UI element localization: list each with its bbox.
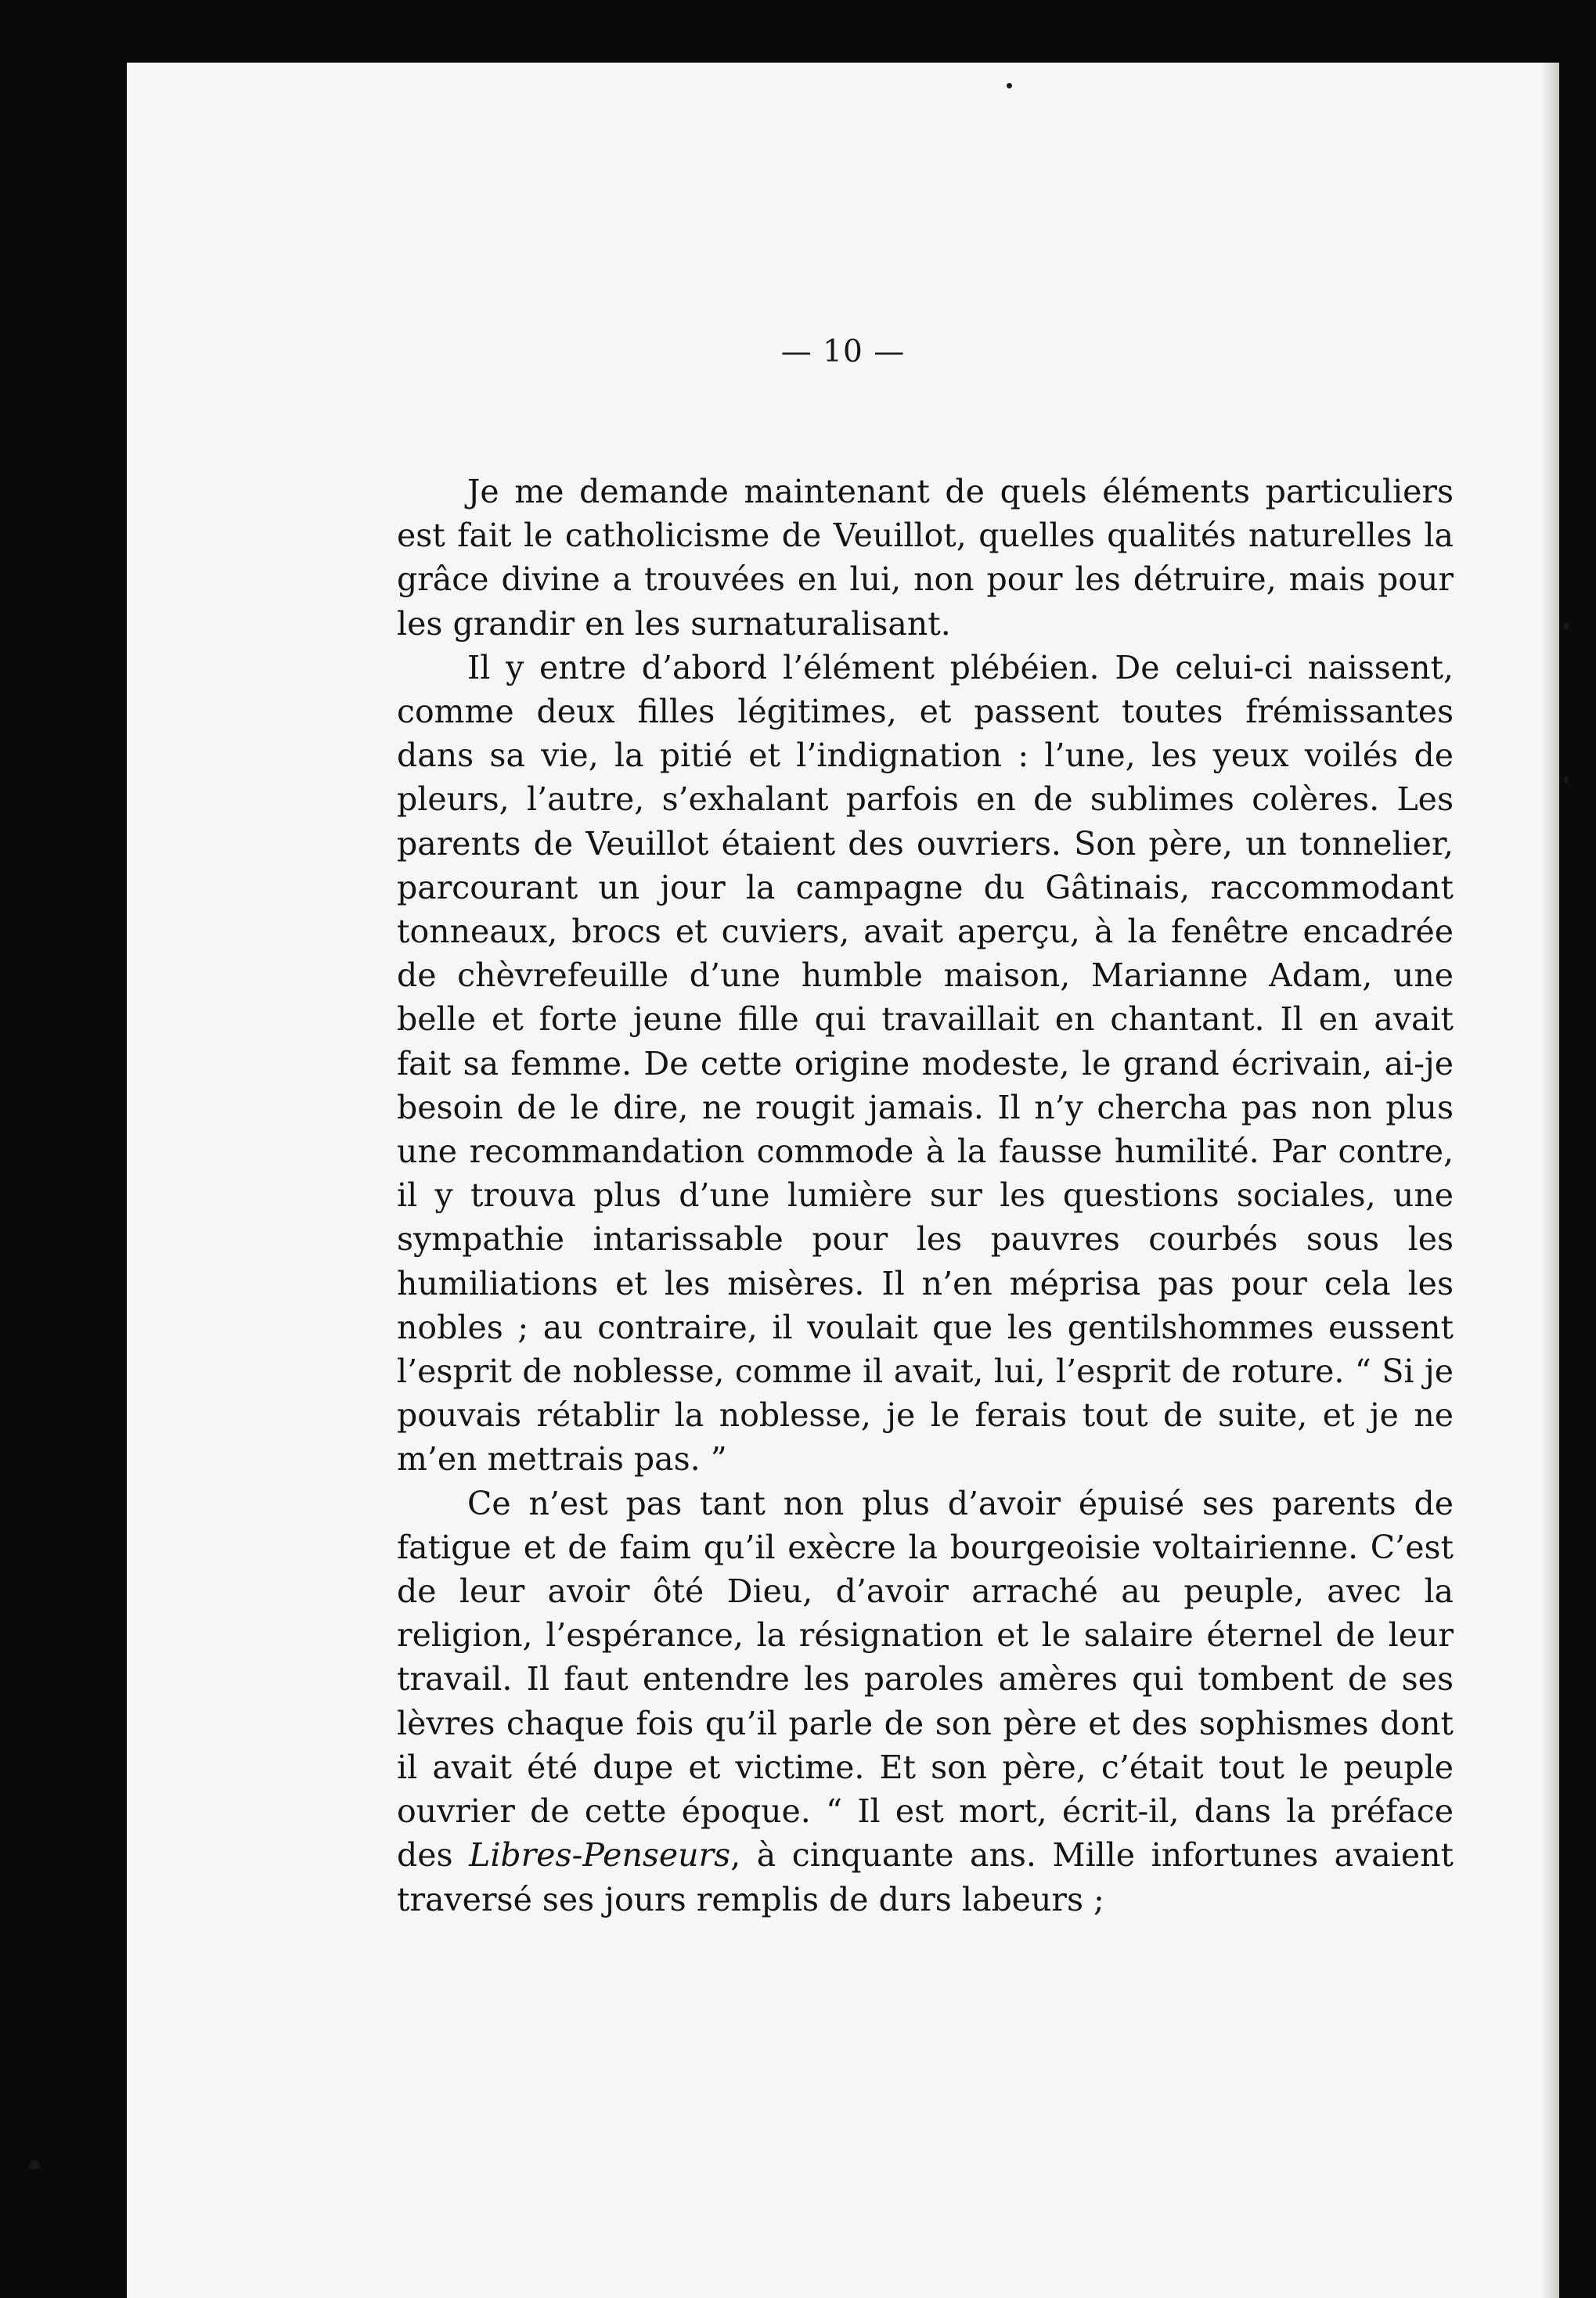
paragraph-2: Il y entre d’abord l’élément plébéien. De celui-ci naissent, comme deux filles légitimes, et passent toutes frémissantes dans sa vie, la pitié et l’indignation : l’une, les yeux voilés de pleurs, l’autre, s’exhalant parfois en de sublimes colères. Les parents de Veuillot étaient des ouvriers. Son père, un tonnelier, parcourant un jour la campagne du Gâtinais, raccommodant tonneaux, brocs et cuviers, avait aperçu, à la fenêtre encadrée de chèvrefeuille d’une humble maison, Marianne Adam, une belle et forte jeune fille qui travaillait en chantant. Il en avait fait sa femme. De cette origine modeste, le grand écrivain, ai-je besoin de le dire, ne rougit jamais. Il n’y chercha pas non plus une recommandation commode à la fausse humilité. Par contre, il y trouva plus d’une lumière sur les questions sociales, une sympathie intarissable pour les pauvres courbés sous les humiliations et les misères. Il n’en méprisa pas pour cela les nobles ; au contraire, il voulait que les gentilshommes eussent l’esprit de noblesse, comme il avait, lui, l’esprit de roture. “ Si je pouvais rétablir la noblesse, je le ferais tout de suite, et je ne m’en mettrais pas. ”: [397, 648, 1454, 1479]
paragraph-3-text-before: Ce n’est pas tant non plus d’avoir épuisé ses parents de fatigue et de faim qu’il exècre la bourgeoisie voltairienne. C’est de leur avoir ôté Dieu, d’avoir arraché au peuple, avec la religion, l’espérance, la résignation et le salaire éternel de leur travail. Il faut entendre les paroles amères qui tombent de ses lèvres chaque fois qu’il parle de son père et des sophismes dont il avait été dupe et victime. Et son père, c’était tout le peuple ouvrier de cette époque. “ Il est mort, écrit-il, dans la préface des: [397, 1484, 1454, 1875]
scan-speck: [30, 2160, 39, 2170]
page-edge-shadow: [1540, 63, 1559, 2298]
body-text: [397, 470, 1454, 1922]
scan-speck: [1007, 83, 1012, 88]
book-title-libres-penseurs: Libres-Penseurs: [469, 1836, 731, 1875]
paragraph-3-text-after: , à cinquante ans. Mille infortunes avaient traversé ses jours remplis de durs labeurs ;: [397, 1836, 1454, 1918]
scan-speck: [1564, 622, 1569, 629]
book-page: [127, 63, 1559, 2298]
page-number: — 10 —: [780, 334, 906, 369]
scan-speck: [1564, 776, 1569, 783]
paragraph-1: Je me demande maintenant de quels éléments particuliers est fait le catholicisme de Veuillot, quelles qualités naturelles la grâce divine a trouvées en lui, non pour les détruire, mais pour les grandir en les surnaturalisant.: [397, 473, 1454, 643]
paragraph-3: [397, 1482, 1454, 1922]
